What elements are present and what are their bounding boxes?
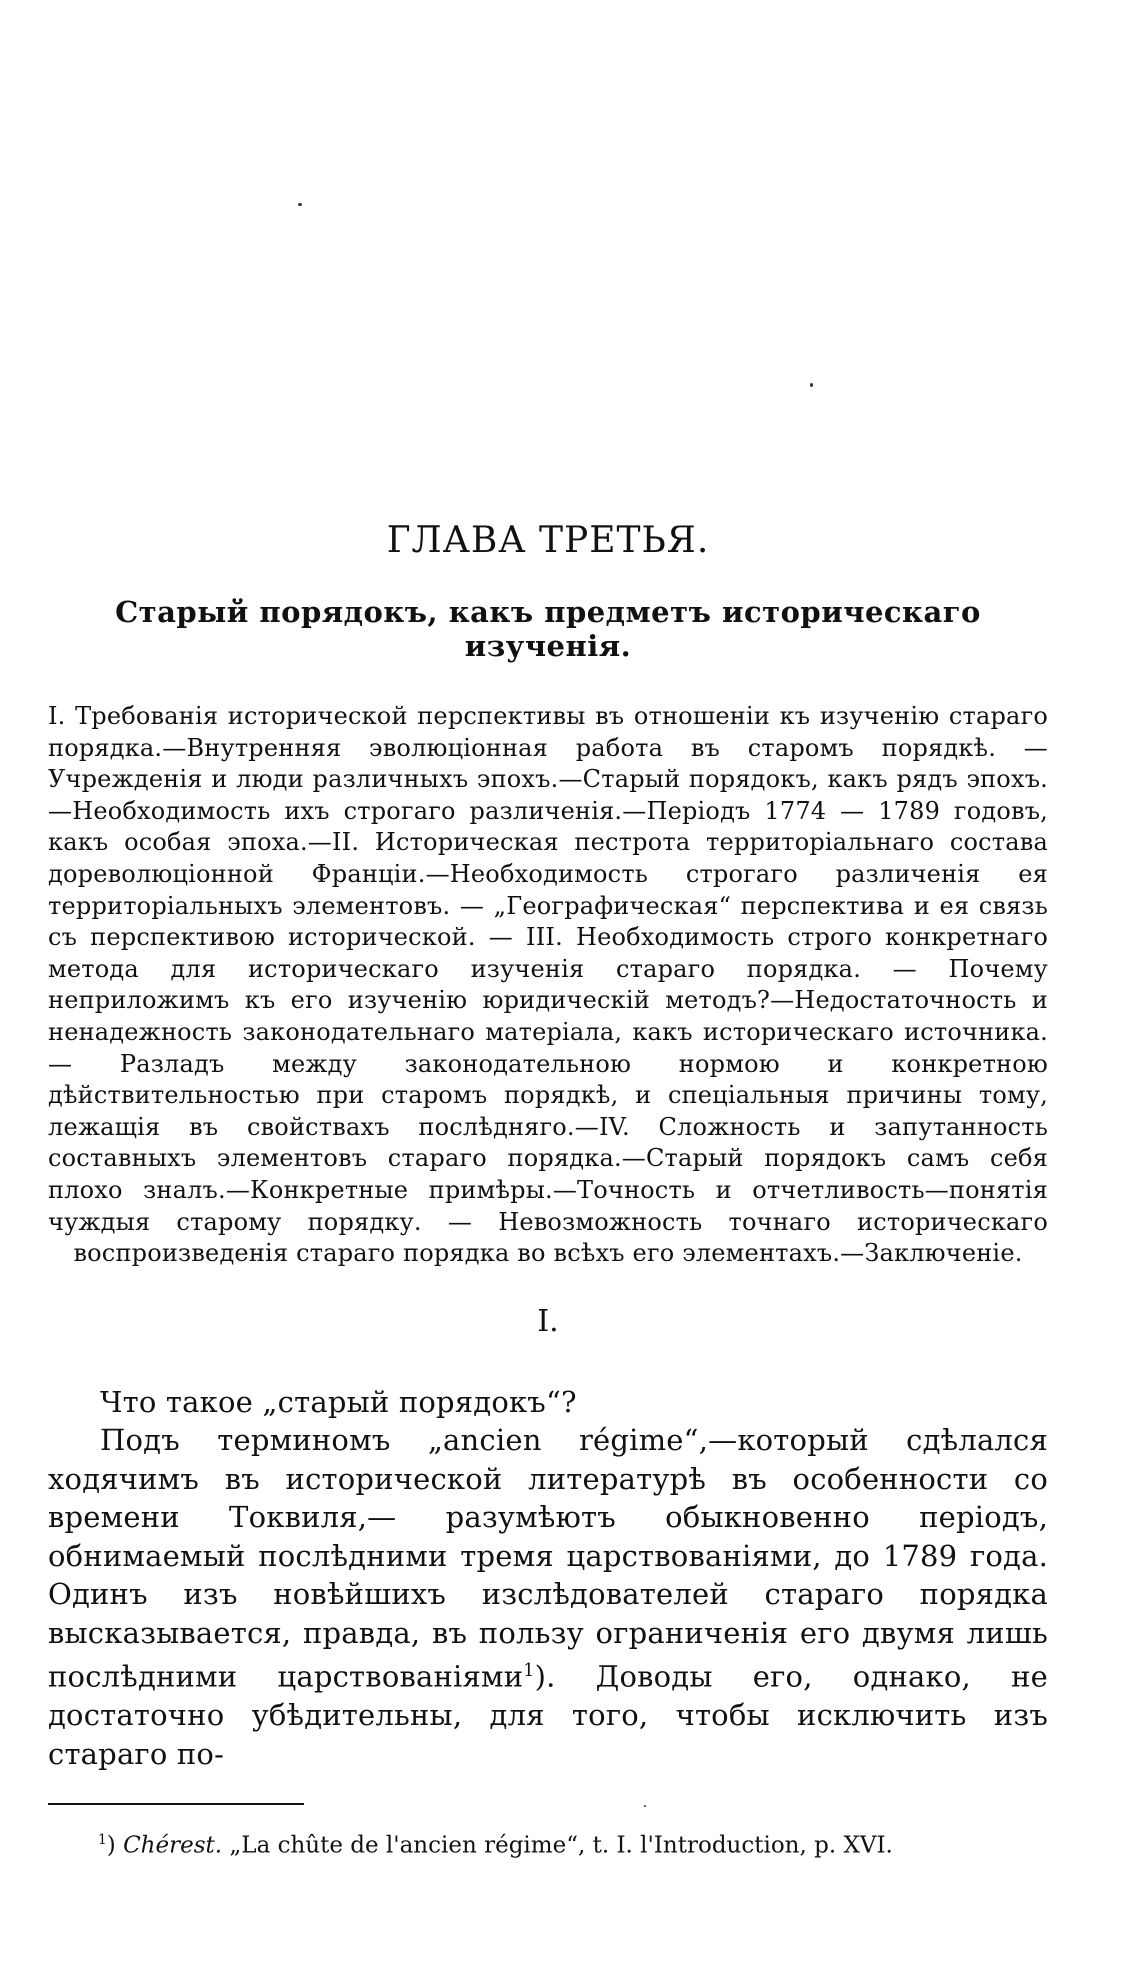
chapter-title: ГЛАВА ТРЕТЬЯ. <box>386 520 710 561</box>
footnote-divider <box>48 1803 304 1805</box>
footnote-author: Chérest. <box>123 1833 223 1859</box>
paragraph-text-continued: ). Доводы его, однако, не достаточно убѣдительны, для того, чтобы исключить изъ стараго по- <box>48 1659 1049 1771</box>
footnote-ref[interactable]: 1 <box>523 1661 535 1682</box>
footnote-mark: 1 <box>98 1832 107 1849</box>
body-paragraph <box>48 1421 1048 1773</box>
body-text <box>48 1383 1048 1774</box>
book-page <box>48 520 1048 1861</box>
paragraph-text: Подъ терминомъ „ancien régime“,—который сдѣлался ходячимъ въ исторической литературѣ въ особенности со времени Токвиля,— разумѣютъ обыкновенно періодъ, обнимаемый послѣдними тремя царствованіями, до 1789 года. Одинъ изъ новѣйшихъ изслѣдователей стараго порядка высказывается, правда, въ пользу ограниченія его двумя лишь послѣдними царствованіями <box>48 1423 1048 1694</box>
footnote <box>48 1825 1048 1861</box>
footnote-text: „La chûte de l'ancien régime“, t. I. l'Introduction, p. XVI. <box>229 1833 893 1859</box>
scan-speck <box>810 383 813 387</box>
opening-question: Что такое „старый порядокъ“? <box>100 1384 577 1419</box>
footnote-mark-paren: ) <box>106 1833 116 1859</box>
chapter-subtitle: Старый порядокъ, какъ предметъ историческаго изученія. <box>115 595 981 663</box>
section-number: I. <box>537 1303 559 1339</box>
scan-speck <box>298 203 302 206</box>
chapter-summary: I. Требованія исторической перспективы въ отношеніи къ изученію стараго порядка.—Внутренняя эволюціонная работа въ старомъ порядкѣ. — Учрежденія и люди различныхъ эпохъ.—Старый порядокъ, какъ рядъ эпохъ.—Необходимость ихъ строгаго различенія.—Періодъ 1774 — 1789 годовъ, какъ особая эпоха.—II. Историческая пестрота территоріальнаго состава дореволюціонной Франціи.—Необходимость строгаго различенія ея территоріальныхъ элементовъ. — „Географическая“ перспектива и ея связь съ перспективою исторической. — III. Необходимость строго конкретнаго метода для историческаго изученія стараго порядка. — Почему неприложимъ къ его изученію юридическій методъ?—Недостаточность и ненадежность законодательнаго матеріала, какъ историческаго источника. — Разладъ между законодательною нормою и конкретною дѣйствительностью при старомъ порядкѣ, и спеціальныя причины тому, лежащія въ свойствахъ послѣдняго.—IV. Сложность и запутанность составныхъ элементовъ стараго порядка.—Старый порядокъ самъ себя плохо зналъ.—Конкретные примѣры.—Точность и отчетливость—понятія чуждыя старому порядку. — Невозможность точнаго историческаго воспроизведенія стараго порядка во всѣхъ его элементахъ.—Заключеніе. <box>48 702 1048 1268</box>
